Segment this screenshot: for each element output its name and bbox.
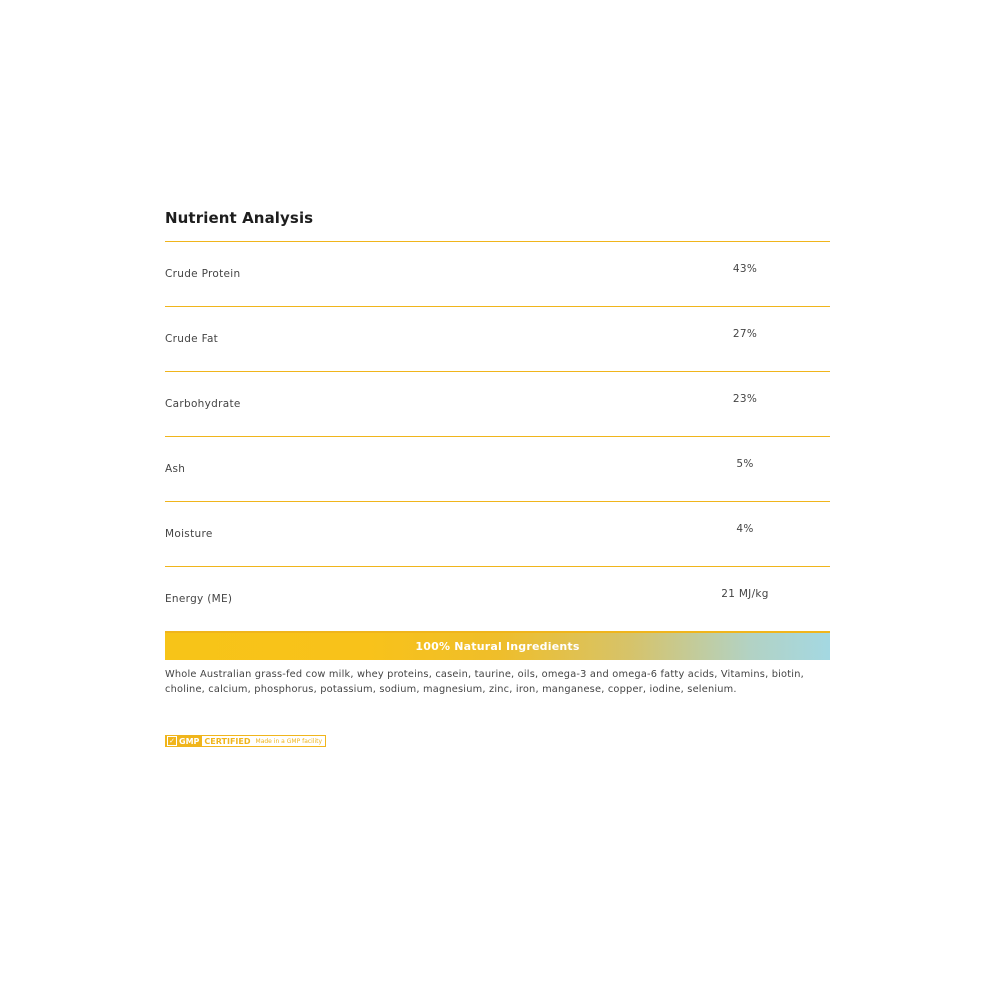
table-row xyxy=(165,437,830,502)
row-label-crude-protein: Crude Protein xyxy=(165,268,241,280)
row-value-crude-fat: 27% xyxy=(732,328,758,340)
nutrient-panel xyxy=(165,207,830,747)
table-row xyxy=(165,242,830,307)
gmp-certified-badge xyxy=(165,735,830,747)
gmp-certified-label: CERTIFIED xyxy=(204,737,251,746)
row-value-carbohydrate: 23% xyxy=(732,393,758,405)
row-value-crude-protein: 43% xyxy=(732,263,758,275)
nutrient-table xyxy=(165,241,830,633)
table-row xyxy=(165,502,830,567)
check-box-icon: ✓ xyxy=(167,736,177,746)
gmp-tagline: Made in a GMP facility xyxy=(253,735,327,747)
row-label-carbohydrate: Carbohydrate xyxy=(165,398,241,410)
gmp-label: GMP xyxy=(179,736,200,746)
row-value-energy: 21 MJ/kg xyxy=(721,588,769,600)
table-row xyxy=(165,372,830,437)
row-label-crude-fat: Crude Fat xyxy=(165,333,219,345)
ingredients-text: Whole Australian grass-fed cow milk, whey proteins, casein, taurine, oils, omega-3 and omega-6 fatty acids, Vitamins, biotin, choline, calcium, phosphorus, potassium, sodium, magnesium, zinc, iron, manganese, copper, iodine, selenium. xyxy=(165,669,804,695)
table-row xyxy=(165,307,830,372)
row-label-energy: Energy (ME) xyxy=(165,593,233,605)
table-row xyxy=(165,567,830,633)
row-label-ash: Ash xyxy=(165,463,186,475)
gmp-badge xyxy=(165,735,202,747)
row-value-moisture: 4% xyxy=(736,523,754,535)
row-label-moisture: Moisture xyxy=(165,528,213,540)
page-title: Nutrient Analysis xyxy=(165,209,314,227)
natural-ingredients-banner: 100% Natural Ingredients xyxy=(165,633,830,660)
row-value-ash: 5% xyxy=(736,458,754,470)
